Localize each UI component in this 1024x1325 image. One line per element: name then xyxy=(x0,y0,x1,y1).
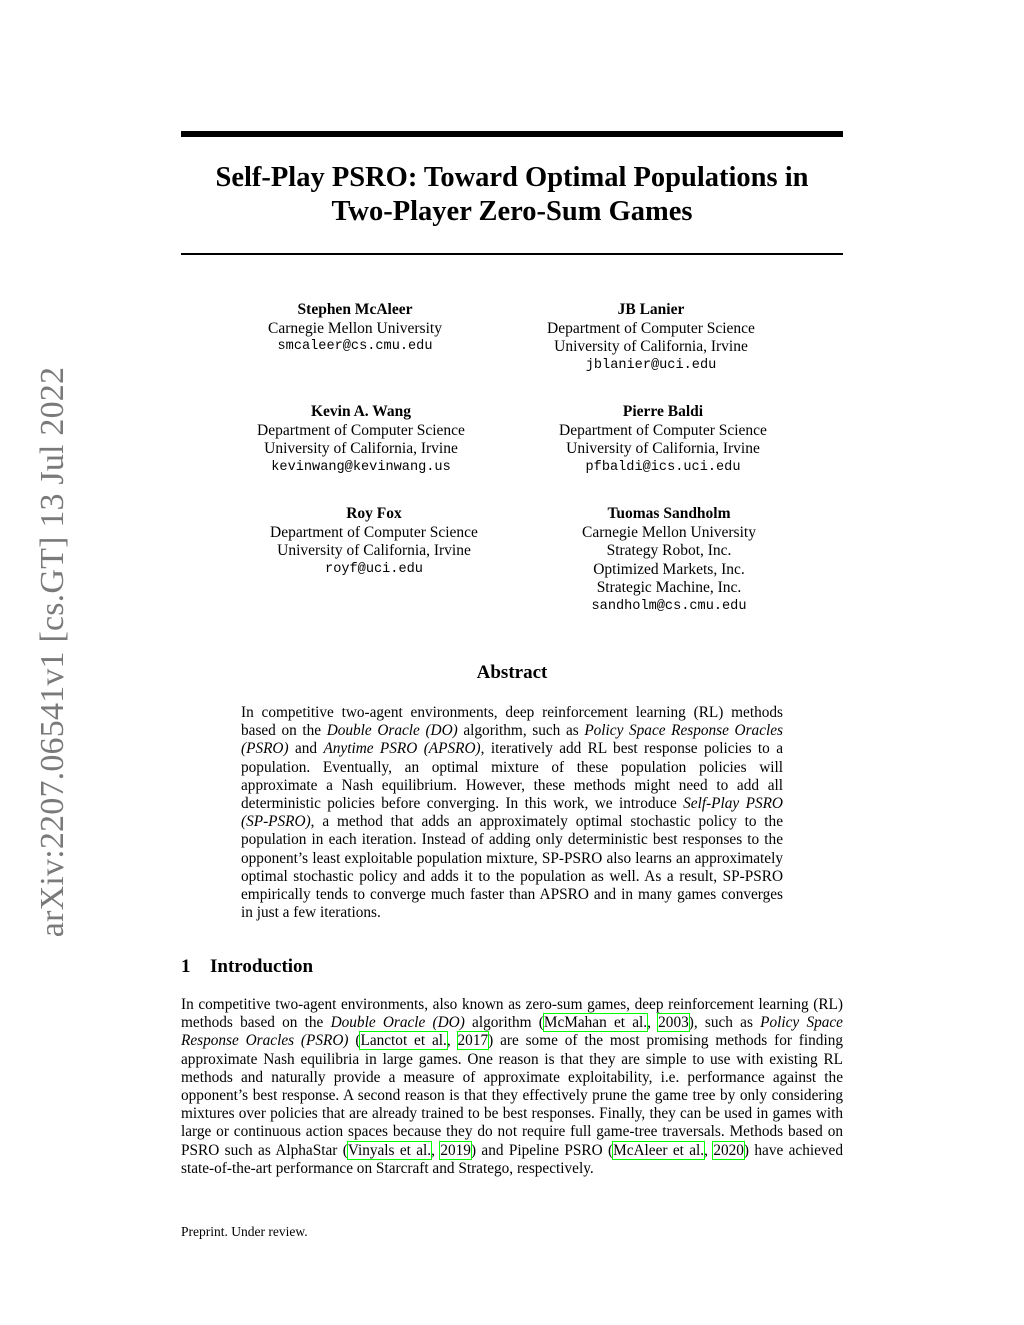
intro-text: ( xyxy=(348,1032,361,1050)
paper-title xyxy=(181,161,843,229)
citation-year-link[interactable]: 2017 xyxy=(457,1032,489,1050)
citation-year-link[interactable]: 2003 xyxy=(658,1014,689,1032)
citation-separator: , xyxy=(446,1032,458,1050)
author-name: Pierre Baldi xyxy=(622,403,704,420)
author-name: JB Lanier xyxy=(617,301,685,318)
abstract-text: , a method that adds an approximately optimal stochastic policy to the population in each iteration. Instead of adding only deterministic best responses to the opponent’s least exploitable population mixture, SP-PSRO also learns an approximately optimal stochastic policy and adds it to the population as well. As a result, SP-PSRO empirically tends to converge much faster than APSRO and in many games converges in just a few iterations. xyxy=(241,813,783,922)
citation-link[interactable]: McMahan et al. xyxy=(543,1014,648,1032)
author-affiliation: Carnegie Mellon University xyxy=(268,319,442,337)
author-affiliation: Optimized Markets, Inc. xyxy=(593,560,745,578)
abstract-emphasis: Policy Space Response Oracles (PSRO) xyxy=(241,722,783,758)
author-affiliation: University of California, Irvine xyxy=(566,440,760,457)
abstract-emphasis: Anytime PSRO (APSRO) xyxy=(323,740,481,758)
intro-text: algorithm ( xyxy=(464,1014,544,1032)
author-email[interactable]: smcaleer@cs.cmu.edu xyxy=(277,339,433,354)
title-line-1: Self-Play PSRO: Toward Optimal Populations in xyxy=(215,162,809,193)
author-affiliation: Carnegie Mellon University xyxy=(582,523,756,541)
author-email[interactable]: jblanier@uci.edu xyxy=(585,357,717,373)
intro-emphasis: Double Oracle (DO) xyxy=(330,1014,465,1032)
intro-emphasis: Policy Space Response Oracles (PSRO) xyxy=(181,1014,843,1050)
section-number: 1 xyxy=(181,956,191,977)
abstract-text: and xyxy=(288,740,324,758)
author-block xyxy=(224,505,524,579)
title-line-2: Two-Player Zero-Sum Games xyxy=(331,196,693,227)
citation-separator: , xyxy=(704,1141,714,1159)
author-affiliation: Department of Computer Science xyxy=(547,319,755,337)
author-email[interactable]: sandholm@cs.cmu.edu xyxy=(591,598,747,614)
intro-text: In competitive two-agent environments, also known as zero-sum games, deep reinforcement learning (RL) methods based on the xyxy=(181,996,843,1032)
abstract-emphasis: Double Oracle (DO) xyxy=(326,722,458,740)
author-affiliation: Strategy Robot, Inc. xyxy=(606,542,732,559)
arxiv-stamp-text: arXiv:2207.06541v1 [cs.GT] 13 Jul 2022 xyxy=(34,366,71,938)
author-affiliation: Department of Computer Science xyxy=(270,523,478,541)
abstract-text: algorithm, such as xyxy=(457,722,585,740)
citation-year-link[interactable]: 2020 xyxy=(713,1141,744,1159)
author-name: Roy Fox xyxy=(346,505,402,522)
abstract-text: , iteratively add RL best response policies to a population. Eventually, an optimal mixture of these population policies will approximate a Nash equilibrium. However, these methods might need to add all deterministic policies before converging. In this work, we introduce xyxy=(241,740,783,813)
author-name: Stephen McAleer xyxy=(297,301,413,318)
author-block xyxy=(513,403,813,477)
section-heading xyxy=(181,955,313,979)
preprint-footer: Preprint. Under review. xyxy=(181,1224,308,1239)
abstract-body xyxy=(241,704,783,922)
citation-year-link[interactable]: 2019 xyxy=(440,1141,471,1159)
title-top-rule xyxy=(181,131,843,137)
author-email[interactable]: kevinwang@kevinwang.us xyxy=(271,459,451,475)
author-block xyxy=(211,403,511,477)
abstract-text: In competitive two-agent environments, deep reinforcement learning (RL) methods based on the xyxy=(241,704,783,740)
author-email[interactable]: royf@uci.edu xyxy=(325,561,423,577)
citation-link[interactable]: McAleer et al. xyxy=(613,1141,705,1159)
author-affiliation: University of California, Irvine xyxy=(554,338,748,355)
author-name: Kevin A. Wang xyxy=(310,403,412,420)
author-affiliation: Department of Computer Science xyxy=(559,421,767,439)
introduction-paragraph xyxy=(181,996,843,1178)
author-affiliation: University of California, Irvine xyxy=(277,542,471,559)
citation-link[interactable]: Lanctot et al. xyxy=(360,1032,447,1050)
author-name: Tuomas Sandholm xyxy=(607,505,731,522)
citation-separator: , xyxy=(647,1014,659,1032)
author-block xyxy=(501,301,801,375)
author-email[interactable]: pfbaldi@ics.uci.edu xyxy=(585,459,741,475)
title-bottom-rule xyxy=(181,253,843,255)
section-title: Introduction xyxy=(210,956,314,977)
author-block xyxy=(205,301,505,357)
intro-text: ), such as xyxy=(688,1014,761,1032)
citation-separator: , xyxy=(431,1141,441,1159)
intro-text: ) and Pipeline PSRO ( xyxy=(470,1141,614,1159)
intro-text: ) are some of the most promising methods for finding approximate Nash equilibria in large games. One reason is that they are simple to use with existing RL methods and naturally provide a measure of approximate exploitability, i.e. performance against the opponent’s best response. A second reason is that they effectively prune the game tree by only considering mixtures over policies that are already trained to be best responses. Finally, they can be used in games with large or continuous action spaces because they do not require full game-tree traversals. Methods based on PSRO such as AlphaStar ( xyxy=(181,1032,843,1159)
author-affiliation: Strategic Machine, Inc. xyxy=(596,579,742,596)
intro-text: ) have achieved state-of-the-art performance on Starcraft and Stratego, respectively. xyxy=(181,1141,843,1177)
author-block xyxy=(519,505,819,616)
author-affiliation: University of California, Irvine xyxy=(264,440,458,457)
author-affiliation: Department of Computer Science xyxy=(257,421,465,439)
citation-link[interactable]: Vinyals et al. xyxy=(347,1141,432,1159)
abstract-heading: Abstract xyxy=(476,662,548,683)
abstract-emphasis: Self-Play PSRO (SP-PSRO) xyxy=(241,795,783,831)
